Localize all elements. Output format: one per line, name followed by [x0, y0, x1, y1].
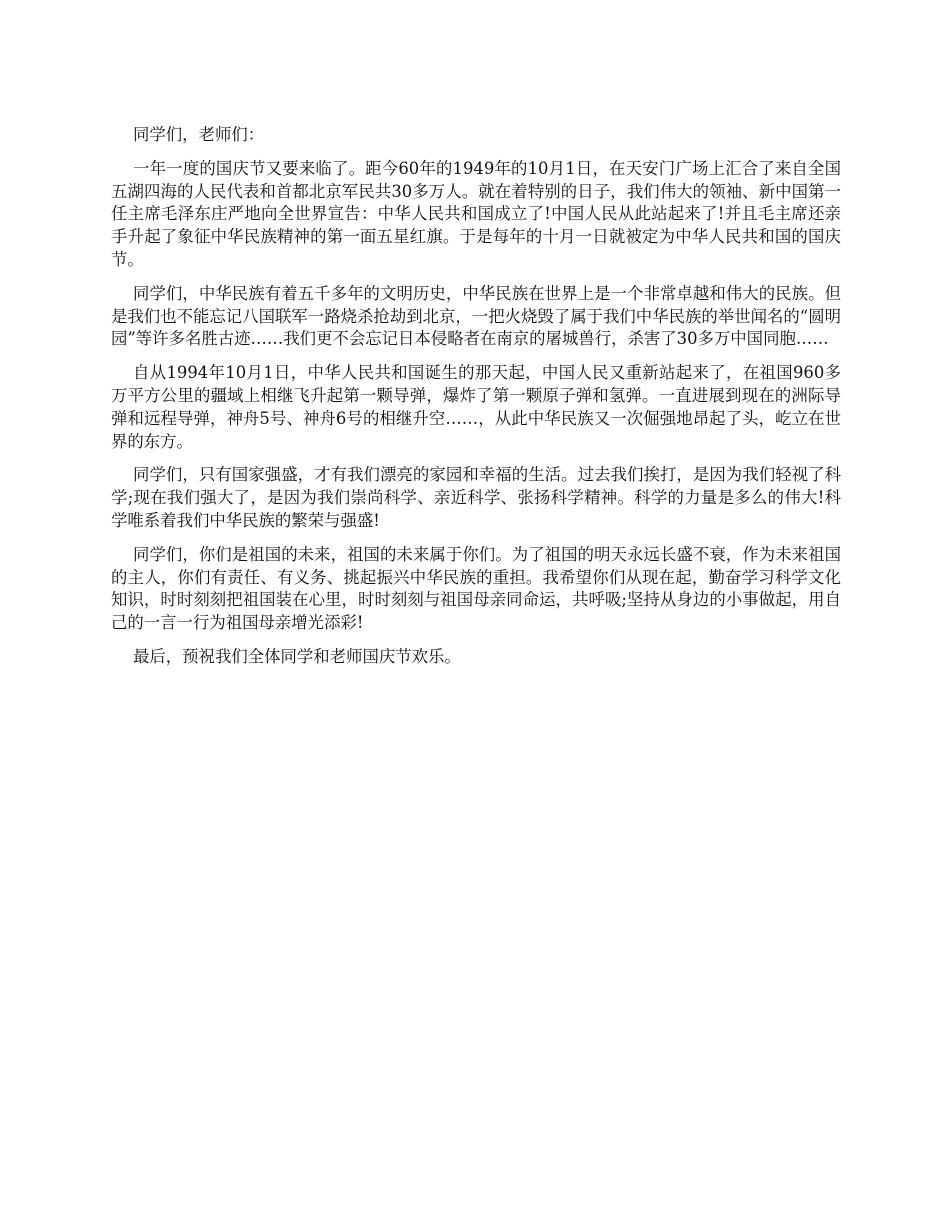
- greeting-paragraph: 同学们，老师们：: [133, 125, 265, 144]
- body-paragraph-5: 同学们，你们是祖国的未来，祖国的未来属于你们。为了祖国的明天永远长盛不衰，作为未来祖国的主人，你们有责任、有义务、挑起振兴中华民族的重担。我希望你们从现在起，勤奋学习科学文化知识，时时刻刻把祖国装在心里，时时刻刻与祖国母亲同命运，共呼吸;坚持从身边的小事做起，用自己的一言一行为祖国母亲增光添彩!: [111, 544, 841, 633]
- body-paragraph-2: 同学们，中华民族有着五千多年的文明历史，中华民族在世界上是一个非常卓越和伟大的民族。但是我们也不能忘记八国联军一路烧杀抢劫到北京，一把火烧毁了属于我们中华民族的举世闻名的“圆明园”等许多名胜古迹……我们更不会忘记日本侵略者在南京的屠城兽行，杀害了30多万中国同胞……: [111, 283, 841, 349]
- body-paragraph-1: 一年一度的国庆节又要来临了。距今60年的1949年的10月1日，在天安门广场上汇合了来自全国五湖四海的人民代表和首都北京军民共30多万人。就在着特别的日子，我们伟大的领袖、新中国第一任主席毛泽东庄严地向全世界宣告：中华人民共和国成立了!中国人民从此站起来了!并且毛主席还亲手升起了象征中华民族精神的第一面五星红旗。于是每年的十月一日就被定为中华人民共和国的国庆节。: [111, 158, 841, 269]
- body-paragraph-4: 同学们，只有国家强盛，才有我们漂亮的家园和幸福的生活。过去我们挨打，是因为我们轻视了科学;现在我们强大了，是因为我们崇尚科学、亲近科学、张扬科学精神。科学的力量是多么的伟大!科学唯系着我们中华民族的繁荣与强盛!: [111, 465, 841, 530]
- body-paragraph-3: 自从1994年10月1日，中华人民共和国诞生的那天起，中国人民又重新站起来了，在祖国960多万平方公里的疆域上相继飞升起第一颗导弹，爆炸了第一颗原子弹和氢弹。一直进展到现在的洲际导弹和远程导弹，神舟5号、神舟6号的相继升空……，从此中华民族又一次倔强地昂起了头，屹立在世界的东方。: [111, 363, 841, 451]
- document-body: [111, 124, 841, 680]
- closing-paragraph: 最后，预祝我们全体同学和老师国庆节欢乐。: [133, 646, 461, 666]
